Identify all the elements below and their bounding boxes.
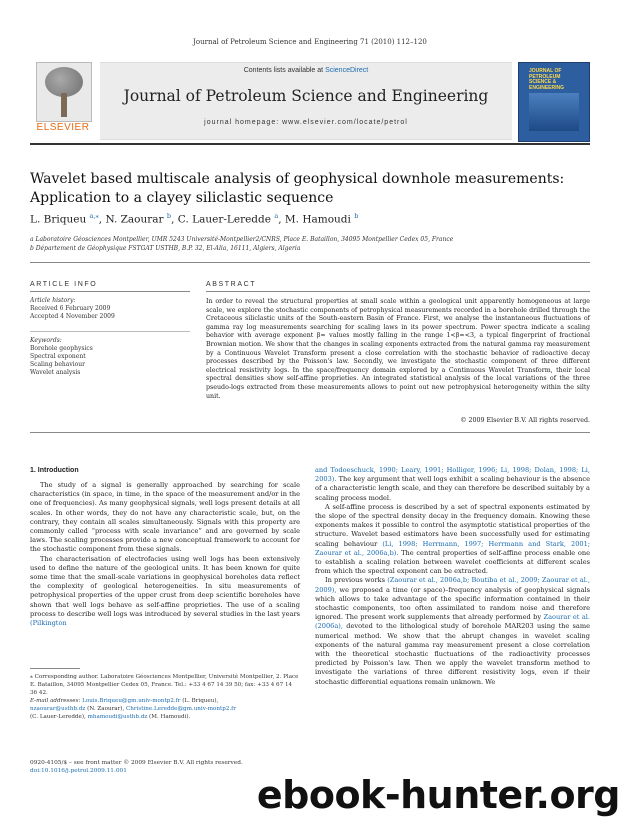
paragraph-text: In previous works <box>325 576 388 585</box>
paragraph-text: devoted to the lithological study of borehole MAR203 using the same numerical method. We show that the abrupt changes in wavelet scaling exponents of the natural gamma ray measurement present a close correlation with the theoretical stochastic fluctuations of the radioactivity processes predicted by Poisson's law. Then we apply the wavelet transform method to investigate the variations of three different resistivity logs, even if their stochastic differential equations remain unknown. We <box>315 622 590 686</box>
body-paragraph <box>30 555 300 629</box>
affiliation-b: b Département de Géophysique FSTGAT USTHB, B.P. 32, El-Alia, 16111, Algiers, Algeria <box>30 245 301 252</box>
abstract-heading: ABSTRACT <box>206 281 257 288</box>
email-link[interactable]: nzaourar@usthb.dz <box>30 706 86 712</box>
author-affiliation-marker[interactable]: b <box>354 212 359 220</box>
email-owner: (L. Briqueu), <box>180 698 219 704</box>
author-name: L. Briqueu <box>30 213 87 226</box>
citation-link[interactable]: (Zaourar et al., 2006a,b; Boutiba et al., 2009; Zaourar et al., 2009), <box>315 576 590 594</box>
keyword-item: Wavelet analysis <box>30 369 81 376</box>
abstract-text: In order to reveal the structural properties at small scale within a geological unit apparently homogeneous at large scale, we explore the stochastic components of petrophysical measurements recorded in a borehole drilled through the Cretaceous siliclastic units of the South-eastern Basin of France. First, we analyse the instantaneous fluctuations of gamma ray log measurements searching for scaling laws in its power spectrum. Power spectra indicate a scaling behavior with average exponent β≈ values mostly falling in the range 1<β≈<3, a typical fingerprint of fractional Brownian motion. We show that the changes in scaling exponents extracted from the natural gamma ray measurement by a Continuous Wavelet Transform present a close correlation with the stochastic behavior of radioactive decay processes described by the Poisson's law. Secondly, we investigate the stochastic component of three different electrical resistivity logs. In the space/frequency domain explored by a Continuous Wavelet Transform, their local spectral densities show self-affine proprieties. An integrated statistical analysis of the local variations of the three pseudo-logs extracted from these measurements allows to point out new petrophysical heterogeneity within the silty unit. <box>206 298 590 400</box>
abstract-rule <box>206 291 590 292</box>
keywords-block <box>30 337 180 377</box>
right-column <box>315 466 590 687</box>
section-heading: 1. Introduction <box>30 467 79 474</box>
journal-reference: Journal of Petroleum Science and Engineering 71 (2010) 112–120 <box>193 38 427 46</box>
elsevier-logo <box>30 62 96 136</box>
author-name: N. Zaourar <box>105 213 164 226</box>
journal-name: Journal of Petroleum Science and Engineering <box>123 87 489 105</box>
citation-link[interactable]: and Todoeschuck, 1990; Leary, 1991; Holliger, 1996; Li, 1998; Dolan, 1998; Li, 2003). <box>315 466 590 484</box>
body-paragraph <box>315 466 590 503</box>
keyword-item: Borehole geophysics <box>30 345 93 352</box>
author-affiliation-marker[interactable]: a,⁎ <box>89 212 99 220</box>
cover-picture <box>529 93 579 131</box>
journal-cover-image <box>518 62 590 142</box>
body-paragraph <box>315 576 590 686</box>
contents-prefix: Contents lists available at <box>243 67 326 74</box>
email-owner: (M. Hamoudi). <box>147 714 191 720</box>
keywords-label: Keywords: <box>30 337 62 344</box>
email-link[interactable]: Louis.Briqueu@gm.univ-montp2.fr <box>82 698 181 704</box>
paragraph-text: A self-affine process is described by a set of spectral exponents estimated by the slope of the spectral density decay in the frequency domain. Knowing these exponents makes it possible to control the asymptotic statistical properties of the structure. Wavelet based estimators have been successfully used for estimating scaling behaviour <box>315 502 590 548</box>
publisher-name: ELSEVIER <box>36 122 90 133</box>
issn-line: 0920-4105/$ – see front matter © 2009 Elsevier B.V. All rights reserved. <box>30 760 243 766</box>
abstract-copyright: © 2009 Elsevier B.V. All rights reserved. <box>460 417 590 424</box>
tree-logo-icon <box>36 62 92 122</box>
article-history <box>30 297 180 321</box>
paragraph-text: The central properties of self-affine process enable one to establish a scaling relation between wavelet coefficients at different scales from which the spectral exponent can be extracted. <box>315 548 590 576</box>
paragraph-text: The characterisation of electrofacies using well logs has been extensively used to define the nature of the geological units. It has been known for quite some time that the small-scale variations in geophysical boreholes data reflect the complexity of geological heterogeneities. In situ measurements of petrophysical properties of the upper crust from deep scientific boreholes have shown that well logs behave as self-affine proprieties. The use of a scaling process to describe well logs was introduced by several studies in the last years <box>30 554 300 618</box>
article-info-heading: ARTICLE INFO <box>30 281 98 288</box>
paragraph-text: we proposed a time (or space)–frequency analysis of geophysical signals which allows to take advantage of the specific information contained in their stochastic components, too often assimilated to random noise and therefore ignored. The present work supplements that already performed by <box>315 585 590 622</box>
paragraph-text: The key argument that well logs exhibit a scaling behaviour is the absence of a characteristic length scale, and they can therefore be described suitably by a scaling process model. <box>315 475 590 502</box>
sciencedirect-link[interactable]: ScienceDirect <box>325 67 369 74</box>
email-owner: (C. Lauer-Leredde), <box>30 714 88 720</box>
author-affiliation-marker[interactable]: a <box>274 212 279 220</box>
info-separator <box>30 331 190 332</box>
footnote-text: ⁎ Corresponding author. Laboratoire Géosciences Montpellier, Université Montpellier, 2. Place E. Bataillon, 34095 Montpellier Cedex 05, France. Tel.: +33 4 67 14 39 50; fax: +33 4 67 14 36 42. <box>30 674 299 696</box>
article-info-rule <box>30 291 190 292</box>
corresponding-author-footnote <box>30 673 300 721</box>
contents-available <box>100 67 512 74</box>
header-divider <box>30 143 590 145</box>
keyword-item: Spectral exponent <box>30 353 86 360</box>
accepted-date: Accepted 4 November 2009 <box>30 313 115 320</box>
journal-homepage[interactable]: journal homepage: www.elsevier.com/locate/petrol <box>204 119 408 126</box>
citation-link[interactable]: Zaourar et al. (2006a), <box>315 613 590 631</box>
email-label: E-mail addresses: <box>30 698 83 704</box>
doi-link[interactable]: doi:10.1016/j.petrol.2009.11.001 <box>30 768 127 774</box>
article-title: Wavelet based multiscale analysis of geophysical downhole measurements: Application to a clayey siliclastic sequence <box>30 171 565 206</box>
affiliation-a: a Laboratoire Géosciences Montpellier, UMR 5243 Université-Montpellier2/CNRS, Place E. Bataillon, 34095 Montpellier Cedex 05, France <box>30 236 454 243</box>
email-link[interactable]: Christine.Leredde@gm.univ-montp2.fr <box>126 706 236 712</box>
email-link[interactable]: mhamoudi@usthb.dz <box>87 714 148 720</box>
history-label: Article history: <box>30 297 76 304</box>
body-paragraph <box>315 503 590 577</box>
cover-title: JOURNAL OF PETROLEUM SCIENCE & ENGINEERING <box>529 68 565 91</box>
affiliation-divider <box>30 262 590 263</box>
footnote-rule <box>30 668 80 669</box>
citation-link[interactable]: (Pilkington <box>30 619 67 628</box>
email-owner: (N. Zaourar), <box>85 706 127 712</box>
author-name: C. Lauer-Leredde <box>177 213 271 226</box>
body-paragraph: The study of a signal is generally approached by searching for scale characteristics (in space, in time, in the space of the measurement and/or in the one of frequencies). As many geophysical signals, well logs present details at all scales. In other words, they do not have any characteristic scale, but, on the contrary, they contain all scales simultaneously. Signals with this property are commonly called “process with scale invariance” and are governed by scale laws. The scaling processes provide a new conceptual framework to account for the stochastic component from these signals. <box>30 481 300 554</box>
left-column <box>30 481 300 628</box>
received-date: Received 6 February 2009 <box>30 305 111 312</box>
citation-link[interactable]: (Li, 1998; Herrmann, 1997; Herrmann and Stark, 2001; Zaourar et al., 2006a,b). <box>315 539 591 557</box>
author-list: L. Briqueu $^{a,⁎}$, N. Zaourar $^b$, C. Lauer-Leredde $^a$, M. Hamoudi $^b$ <box>30 212 359 226</box>
author-affiliation-marker[interactable]: b <box>166 212 172 220</box>
keyword-item: Scaling behaviour <box>30 361 85 368</box>
abstract-end-rule <box>30 432 590 433</box>
watermark-text: ebook-hunter.org <box>256 773 620 817</box>
author-name: M. Hamoudi <box>284 213 351 226</box>
